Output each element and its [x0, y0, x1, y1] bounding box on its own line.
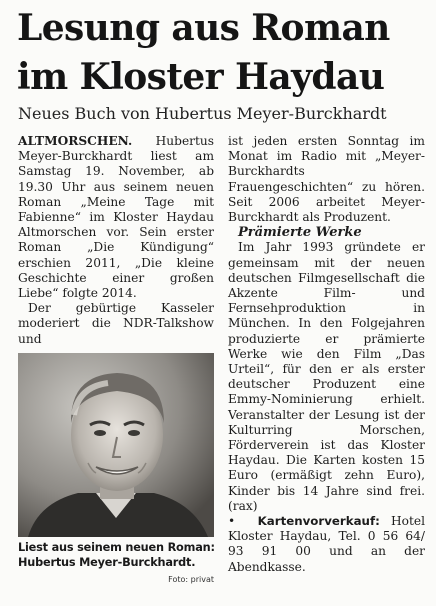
paragraph-works: Im Jahr 1993 gründete er gemeinsam mit der neuen deutschen Filmgesellschaft die Akzente Film- und Fernsehproduktion in München. In den Folgejahren produzierte er prämierte Werke wie den Film „Das Urteil“, für den er als erster deutscher Produzent eine Emmy-Nominierung erhielt. Veranstalter der Lesung ist der Kulturring Morschen, Förderverein ist das Kloster Haydau. Die Karten kosten 15 Euro (ermäßigt zehn Euro), Kinder bis 14 Jahre sind frei. (rax) — [228, 240, 425, 513]
section-heading: Prämierte Werke — [238, 225, 362, 241]
author-photo — [18, 353, 214, 537]
presale-label: Kartenvorverkauf: — [257, 514, 380, 529]
caption-line-1: Liest aus seinem neuen Roman: — [18, 541, 215, 554]
paragraph-radio: ist jeden ersten Sonntag im Monat im Radio mit „Meyer-Burckhardts Frauengeschichten“ zu hören. Seit 2006 arbeitet Meyer-Burckhardt als Produzent. — [228, 134, 425, 225]
headline-line-1: Lesung aus Roman — [17, 7, 390, 49]
text-column-right — [228, 134, 425, 575]
text-column-left — [18, 134, 214, 347]
article-subheadline: Neues Buch von Hubertus Meyer-Burckhardt — [18, 104, 387, 123]
bullet-icon: • — [228, 514, 236, 529]
portrait-image — [18, 353, 214, 537]
photo-credit: Foto: privat — [168, 575, 214, 584]
dateline: ALTMORSCHEN. — [18, 134, 133, 148]
paragraph-moderator: Der gebürtige Kasseler moderiert die NDR-Talkshow und — [18, 301, 214, 346]
photo-caption — [18, 541, 218, 570]
paragraph-intro — [18, 134, 214, 301]
caption-line-2: Hubertus Meyer-Burckhardt. — [18, 555, 196, 569]
intro-text: Hubertus Meyer-Burckhardt liest am Samstag 19. November, ab 19.30 Uhr aus seinem neuen Roman „Meine Tage mit Fabienne“ im Kloster Haydau Altmorschen vor. Sein erster Roman „Die Kündigung“ erschien 2011, „Die kleine Geschichte einer großen Liebe“ folgte 2014. — [18, 134, 214, 301]
article-headline — [17, 4, 427, 102]
presale-text: Hotel Kloster Haydau, Tel. 0 56 64/ 93 91 00 und an der Abendkasse. — [228, 514, 426, 574]
headline-line-2: im Kloster Haydau — [17, 56, 385, 98]
paragraph-presale — [228, 514, 425, 575]
